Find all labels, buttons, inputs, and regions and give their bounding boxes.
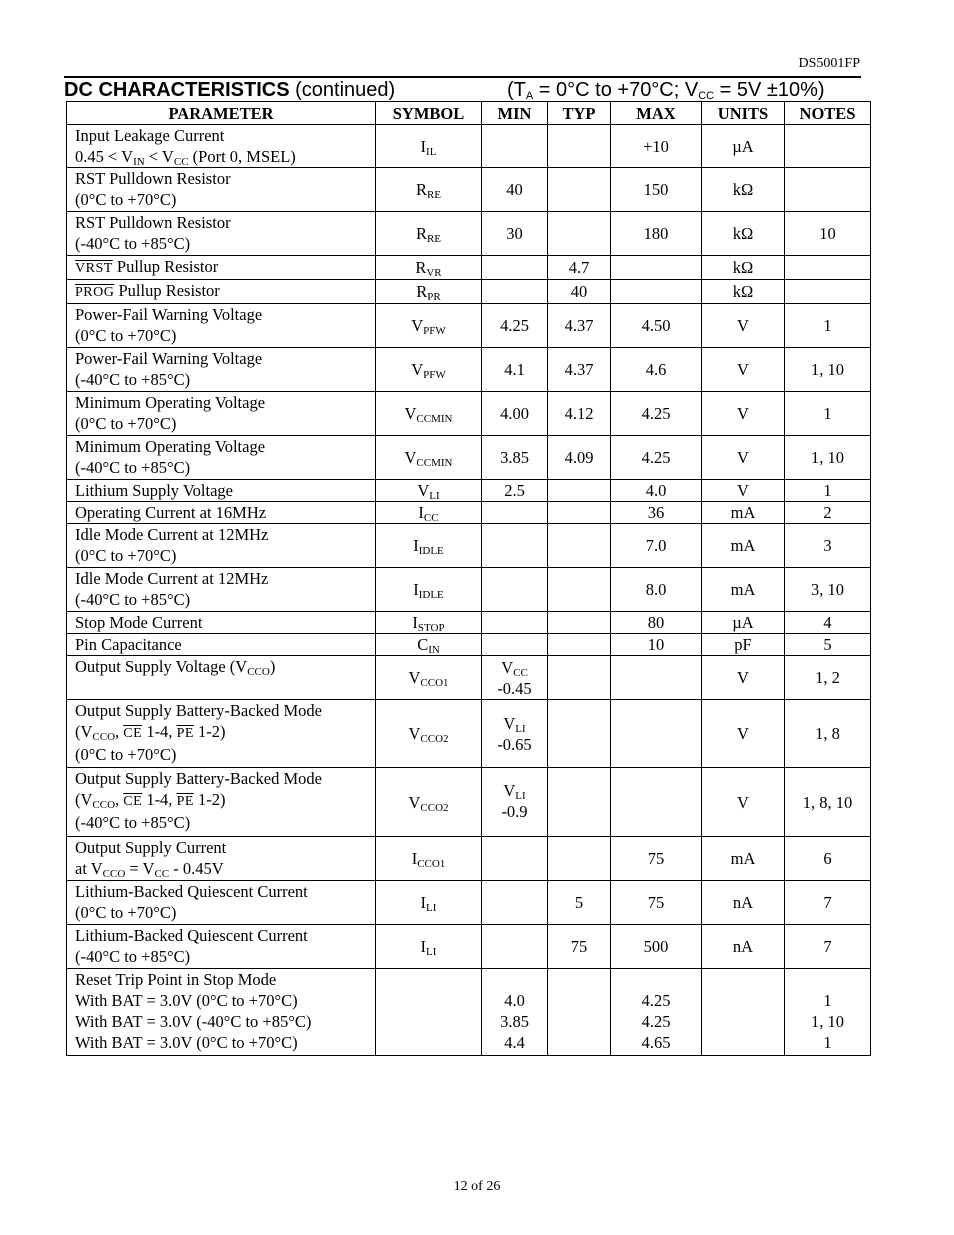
- min-cell: [482, 502, 548, 524]
- symbol-cell: $C_{IN}$: [376, 634, 482, 656]
- symbol-cell: $I_{LI}$: [376, 925, 482, 969]
- min-cell: [482, 125, 548, 168]
- min-cell: 4.0 3.85 4.4: [482, 969, 548, 1056]
- units-cell: kΩ: [702, 280, 785, 304]
- units-cell: µA: [702, 612, 785, 634]
- table-row: [67, 881, 871, 925]
- notes-cell: 10: [785, 212, 871, 256]
- notes-cell: 5: [785, 634, 871, 656]
- min-cell: $V_{CC}$ -0.45: [482, 656, 548, 700]
- max-cell: [611, 256, 702, 280]
- header-units: UNITS: [702, 102, 785, 125]
- min-cell: $V_{LI}$ -0.9: [482, 768, 548, 837]
- symbol-cell: $V_{CCO2}$: [376, 768, 482, 837]
- typ-cell: 75: [548, 925, 611, 969]
- min-cell: [482, 280, 548, 304]
- symbol-cell: [376, 969, 482, 1056]
- units-cell: µA: [702, 125, 785, 168]
- symbol-cell: $V_{LI}$: [376, 480, 482, 502]
- notes-cell: 3: [785, 524, 871, 568]
- max-cell: 4.50: [611, 304, 702, 348]
- max-cell: 500: [611, 925, 702, 969]
- parameter-cell: Output Supply Voltage $(V_{CCO})$: [67, 656, 376, 700]
- dc-characteristics-table: [66, 101, 871, 1056]
- typ-cell: [548, 837, 611, 881]
- header-typ: TYP: [548, 102, 611, 125]
- document-id: DS5001FP: [798, 56, 860, 71]
- typ-cell: 4.09: [548, 436, 611, 480]
- table-row: [67, 280, 871, 304]
- table-row: [67, 125, 871, 168]
- min-cell: [482, 925, 548, 969]
- typ-cell: [548, 969, 611, 1056]
- parameter-cell: Output Supply Current at $V_{CCO} = V_{CC} - 0.45V$: [67, 837, 376, 881]
- typ-cell: 4.37: [548, 348, 611, 392]
- notes-cell: [785, 280, 871, 304]
- symbol-cell: $V_{CCO2}$: [376, 700, 482, 768]
- parameter-cell: Lithium Supply Voltage: [67, 480, 376, 502]
- parameter-cell: Reset Trip Point in Stop Mode With BAT = 3.0V (0°C to +70°C) With BAT = 3.0V (-40°C to +85°C) With BAT = 3.0V (0°C to +70°C): [67, 969, 376, 1056]
- page-number: 12 of 26: [453, 1179, 501, 1194]
- typ-cell: [548, 656, 611, 700]
- symbol-cell: $V_{CCMIN}$: [376, 436, 482, 480]
- notes-cell: 1, 2: [785, 656, 871, 700]
- max-cell: 10: [611, 634, 702, 656]
- active-low-signal-name: $\overline{CE}$: [123, 794, 143, 809]
- active-low-signal-name: $\overline{PE}$: [176, 726, 194, 741]
- typ-cell: [548, 502, 611, 524]
- typ-cell: [548, 168, 611, 212]
- table-row: [67, 656, 871, 700]
- parameter-cell: Lithium-Backed Quiescent Current (0°C to +70°C): [67, 881, 376, 925]
- notes-cell: 1: [785, 304, 871, 348]
- min-cell: 40: [482, 168, 548, 212]
- units-cell: mA: [702, 837, 785, 881]
- min-cell: 4.00: [482, 392, 548, 436]
- units-cell: [702, 969, 785, 1056]
- units-cell: kΩ: [702, 256, 785, 280]
- section-title-suffix: (continued): [289, 79, 396, 101]
- min-cell: 2.5: [482, 480, 548, 502]
- table-row: [67, 925, 871, 969]
- header-notes: NOTES: [785, 102, 871, 125]
- max-cell: 4.25: [611, 436, 702, 480]
- units-cell: V: [702, 392, 785, 436]
- units-cell: V: [702, 656, 785, 700]
- notes-cell: 1, 10: [785, 348, 871, 392]
- table-row: [67, 392, 871, 436]
- units-cell: nA: [702, 925, 785, 969]
- min-cell: [482, 881, 548, 925]
- header-symbol: SYMBOL: [376, 102, 482, 125]
- symbol-cell: $I_{IDLE}$: [376, 568, 482, 612]
- parameter-cell: RST Pulldown Resistor (-40°C to +85°C): [67, 212, 376, 256]
- parameter-cell: Minimum Operating Voltage (-40°C to +85°C): [67, 436, 376, 480]
- typ-cell: [548, 634, 611, 656]
- parameter-cell: Idle Mode Current at 12MHz (-40°C to +85°C): [67, 568, 376, 612]
- min-cell: [482, 524, 548, 568]
- max-cell: 36: [611, 502, 702, 524]
- typ-cell: [548, 524, 611, 568]
- parameter-cell: Input Leakage Current $0.45 < V_{IN} < V_{CC}$ (Port 0, MSEL): [67, 125, 376, 168]
- symbol-cell: $V_{CCMIN}$: [376, 392, 482, 436]
- table-row: [67, 612, 871, 634]
- min-cell: [482, 568, 548, 612]
- min-cell: 3.85: [482, 436, 548, 480]
- max-cell: 180: [611, 212, 702, 256]
- table-row: [67, 168, 871, 212]
- units-cell: kΩ: [702, 212, 785, 256]
- symbol-cell: $R_{VR}$: [376, 256, 482, 280]
- units-cell: mA: [702, 568, 785, 612]
- parameter-cell: RST Pulldown Resistor (0°C to +70°C): [67, 168, 376, 212]
- table-row: [67, 969, 871, 1056]
- symbol-cell: $I_{LI}$: [376, 881, 482, 925]
- max-cell: [611, 700, 702, 768]
- max-cell: 80: [611, 612, 702, 634]
- parameter-cell: Idle Mode Current at 12MHz (0°C to +70°C): [67, 524, 376, 568]
- table-row: [67, 524, 871, 568]
- typ-cell: [548, 700, 611, 768]
- parameter-cell: Power-Fail Warning Voltage (0°C to +70°C): [67, 304, 376, 348]
- active-low-signal-name: $\overline{CE}$: [123, 726, 143, 741]
- min-cell: [482, 612, 548, 634]
- min-cell: 4.25: [482, 304, 548, 348]
- symbol-cell: $I_{CC}$: [376, 502, 482, 524]
- notes-cell: [785, 168, 871, 212]
- symbol-cell: $V_{PFW}$: [376, 348, 482, 392]
- typ-cell: [548, 480, 611, 502]
- units-cell: pF: [702, 634, 785, 656]
- table-row: [67, 348, 871, 392]
- min-cell: [482, 837, 548, 881]
- max-cell: 4.6: [611, 348, 702, 392]
- section-title: DC CHARACTERISTICS: [64, 79, 290, 101]
- parameter-cell: Lithium-Backed Quiescent Current (-40°C to +85°C): [67, 925, 376, 969]
- typ-cell: [548, 125, 611, 168]
- table-row: [67, 436, 871, 480]
- table-row: [67, 700, 871, 768]
- units-cell: V: [702, 304, 785, 348]
- typ-cell: [548, 212, 611, 256]
- parameter-cell: Output Supply Battery-Backed Mode ($V_{CCO}$, $\overline{CE}$ 1-4, $\overline{PE}$ 1-2) (0°C to +70°C): [67, 700, 376, 768]
- notes-cell: 1, 8, 10: [785, 768, 871, 837]
- typ-cell: 5: [548, 881, 611, 925]
- units-cell: V: [702, 768, 785, 837]
- max-cell: 4.25 4.25 4.65: [611, 969, 702, 1056]
- parameter-cell: Output Supply Battery-Backed Mode ($V_{CCO}$, $\overline{CE}$ 1-4, $\overline{PE}$ 1-2) (-40°C to +85°C): [67, 768, 376, 837]
- notes-cell: 7: [785, 925, 871, 969]
- table-row: [67, 502, 871, 524]
- header-max: MAX: [611, 102, 702, 125]
- max-cell: [611, 280, 702, 304]
- typ-cell: [548, 768, 611, 837]
- typ-cell: [548, 568, 611, 612]
- typ-cell: [548, 612, 611, 634]
- table-header-row: [67, 102, 871, 125]
- table-row: [67, 634, 871, 656]
- symbol-cell: $I_{IL}$: [376, 125, 482, 168]
- symbol-cell: $R_{RE}$: [376, 212, 482, 256]
- table-row: [67, 304, 871, 348]
- symbol-cell: $I_{CCO1}$: [376, 837, 482, 881]
- table-row: [67, 256, 871, 280]
- notes-cell: 3, 10: [785, 568, 871, 612]
- active-low-signal-name: $\overline{PE}$: [176, 794, 194, 809]
- symbol-cell: $R_{PR}$: [376, 280, 482, 304]
- active-low-signal-name: VRST: [75, 261, 113, 276]
- typ-cell: 40: [548, 280, 611, 304]
- parameter-cell: VRST Pullup Resistor: [67, 256, 376, 280]
- parameter-cell: Pin Capacitance: [67, 634, 376, 656]
- symbol-cell: $I_{IDLE}$: [376, 524, 482, 568]
- typ-cell: 4.12: [548, 392, 611, 436]
- units-cell: mA: [702, 524, 785, 568]
- notes-cell: 6: [785, 837, 871, 881]
- notes-cell: [785, 256, 871, 280]
- notes-cell: 4: [785, 612, 871, 634]
- max-cell: 4.25: [611, 392, 702, 436]
- min-cell: 4.1: [482, 348, 548, 392]
- table-row: [67, 837, 871, 881]
- table-row: [67, 480, 871, 502]
- parameter-cell: Power-Fail Warning Voltage (-40°C to +85°C): [67, 348, 376, 392]
- units-cell: V: [702, 348, 785, 392]
- units-cell: V: [702, 700, 785, 768]
- notes-cell: 1 1, 10 1: [785, 969, 871, 1056]
- min-cell: 30: [482, 212, 548, 256]
- typ-cell: 4.7: [548, 256, 611, 280]
- max-cell: 8.0: [611, 568, 702, 612]
- symbol-cell: $R_{RE}$: [376, 168, 482, 212]
- header-min: MIN: [482, 102, 548, 125]
- notes-cell: 1: [785, 480, 871, 502]
- min-cell: [482, 634, 548, 656]
- max-cell: 75: [611, 837, 702, 881]
- symbol-cell: $V_{PFW}$: [376, 304, 482, 348]
- notes-cell: 1, 10: [785, 436, 871, 480]
- notes-cell: [785, 125, 871, 168]
- max-cell: 7.0: [611, 524, 702, 568]
- units-cell: V: [702, 436, 785, 480]
- min-cell: $V_{LI}$ -0.65: [482, 700, 548, 768]
- max-cell: 4.0: [611, 480, 702, 502]
- table-row: [67, 768, 871, 837]
- notes-cell: 1: [785, 392, 871, 436]
- section-title-bar: [64, 76, 861, 102]
- parameter-cell: Stop Mode Current: [67, 612, 376, 634]
- max-cell: +10: [611, 125, 702, 168]
- test-conditions: ($T_A = 0^\circ C$ to +70°C; $V_{CC} = 5V \pm 10\%$): [507, 79, 825, 102]
- notes-cell: 1, 8: [785, 700, 871, 768]
- table-row: [67, 568, 871, 612]
- units-cell: mA: [702, 502, 785, 524]
- units-cell: V: [702, 480, 785, 502]
- parameter-cell: PROG Pullup Resistor: [67, 280, 376, 304]
- table-row: [67, 212, 871, 256]
- max-cell: [611, 656, 702, 700]
- active-low-signal-name: PROG: [75, 285, 115, 300]
- units-cell: kΩ: [702, 168, 785, 212]
- typ-cell: 4.37: [548, 304, 611, 348]
- max-cell: 150: [611, 168, 702, 212]
- units-cell: nA: [702, 881, 785, 925]
- symbol-cell: $I_{STOP}$: [376, 612, 482, 634]
- max-cell: [611, 768, 702, 837]
- parameter-cell: Minimum Operating Voltage (0°C to +70°C): [67, 392, 376, 436]
- parameter-cell: Operating Current at 16MHz: [67, 502, 376, 524]
- min-cell: [482, 256, 548, 280]
- symbol-cell: $V_{CCO1}$: [376, 656, 482, 700]
- notes-cell: 2: [785, 502, 871, 524]
- max-cell: 75: [611, 881, 702, 925]
- notes-cell: 7: [785, 881, 871, 925]
- header-parameter: PARAMETER: [67, 102, 376, 125]
